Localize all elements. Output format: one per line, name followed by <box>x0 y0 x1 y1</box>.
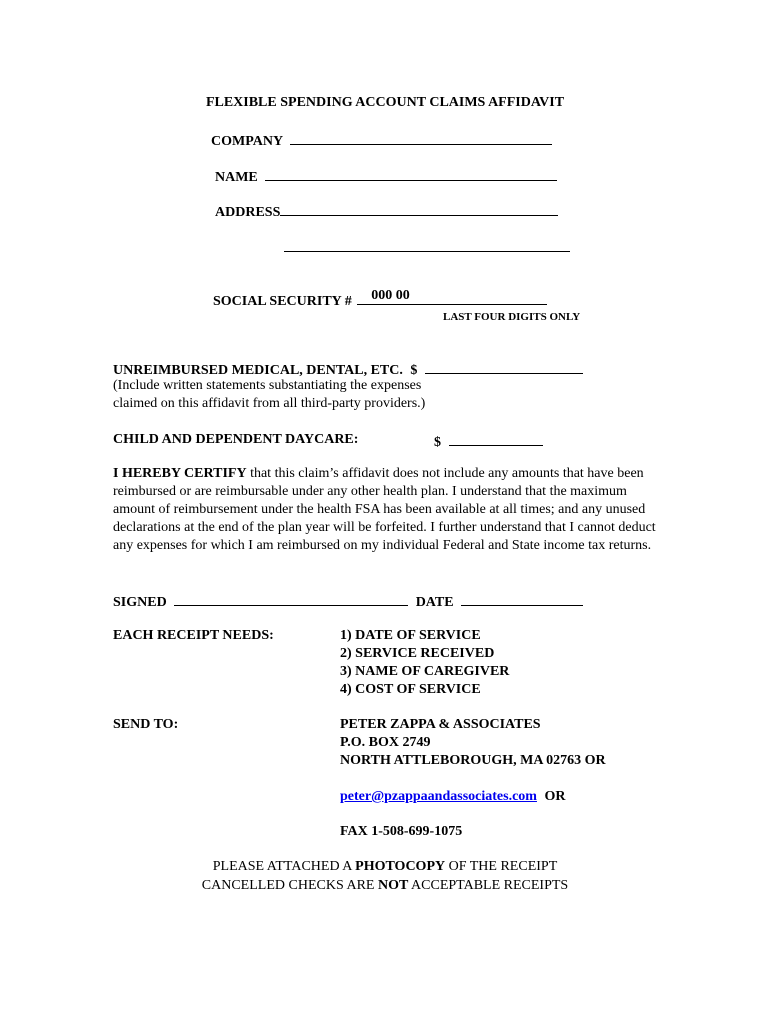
send-to-po-box: P.O. BOX 2749 <box>340 735 431 750</box>
footer-line-1 <box>0 858 770 876</box>
receipt-item: 1) DATE OF SERVICE <box>340 628 481 643</box>
ssn-note: LAST FOUR DIGITS ONLY <box>443 311 581 323</box>
fax-number: FAX 1-508-699-1075 <box>340 824 463 839</box>
certification-paragraph <box>113 465 658 555</box>
name-field[interactable] <box>265 166 557 181</box>
signature-row <box>113 591 583 612</box>
footer-line-2-pre: CANCELLED CHECKS ARE <box>201 878 378 893</box>
receipt-label: EACH RECEIPT NEEDS: <box>113 628 274 643</box>
date-label: DATE <box>415 595 454 610</box>
address-row <box>215 201 558 222</box>
certify-text: that this claim’s affidavit does not include any amounts that have been reimbursed or are reimbursable under any other health plan. I understand that the maximum amount of reimbursement under the health FSA has been available at all times; and any unused declarations at the end of the plan year will be forfeited. I further understand that I cannot deduct any expenses for which I am reimbursed on my individual Federal and State income tax returns. <box>113 466 656 553</box>
company-label: COMPANY <box>211 134 283 149</box>
certify-lead: I HEREBY CERTIFY <box>113 466 247 481</box>
send-to-name: PETER ZAPPA & ASSOCIATES <box>340 717 541 732</box>
footer-line-2-bold: NOT <box>377 878 409 893</box>
email-row <box>340 788 565 806</box>
name-label: NAME <box>215 170 258 185</box>
send-to-address <box>340 716 606 770</box>
unreimbursed-amount-field[interactable] <box>425 359 583 374</box>
footer-line-1-post: OF THE RECEIPT <box>445 859 558 874</box>
company-row <box>211 130 552 151</box>
company-field[interactable] <box>290 130 552 145</box>
footer-line-2-post: ACCEPTABLE RECEIPTS <box>408 878 569 893</box>
address-field-line2[interactable] <box>284 237 570 252</box>
footer-line-2 <box>0 877 770 895</box>
daycare-currency: $ <box>434 435 441 450</box>
daycare-amount-field[interactable] <box>449 431 543 446</box>
unreimbursed-label: UNREIMBURSED MEDICAL, DENTAL, ETC. <box>113 363 403 378</box>
address-field-line1[interactable] <box>280 201 558 216</box>
receipt-item: 3) NAME OF CAREGIVER <box>340 664 510 679</box>
page-title: FLEXIBLE SPENDING ACCOUNT CLAIMS AFFIDAVIT <box>205 95 565 110</box>
address-row-2 <box>284 237 570 258</box>
unreimbursed-note-line2: claimed on this affidavit from all third-party providers.) <box>113 396 426 411</box>
signature-field[interactable] <box>174 591 408 606</box>
receipt-list <box>340 627 509 699</box>
footer-line-1-pre: PLEASE ATTACHED A <box>212 859 356 874</box>
name-row <box>215 166 557 187</box>
unreimbursed-currency: $ <box>410 363 418 378</box>
address-label: ADDRESS <box>215 205 281 220</box>
email-link[interactable]: peter@pzappaandassociates.com <box>340 789 537 804</box>
ssn-label: SOCIAL SECURITY # <box>213 294 352 309</box>
receipt-item: 4) COST OF SERVICE <box>340 682 481 697</box>
send-to-city: NORTH ATTLEBOROUGH, MA 02763 OR <box>340 753 606 768</box>
footer-line-1-bold: PHOTOCOPY <box>355 859 446 874</box>
signed-label: SIGNED <box>113 595 167 610</box>
daycare-label: CHILD AND DEPENDENT DAYCARE: <box>113 432 359 447</box>
date-field[interactable] <box>461 591 583 606</box>
daycare-row <box>434 431 543 452</box>
email-suffix: OR <box>544 789 566 804</box>
unreimbursed-note-line1: (Include written statements substantiating the expenses <box>113 378 422 393</box>
receipt-item: 2) SERVICE RECEIVED <box>340 646 495 661</box>
ssn-prefix: 000 00 <box>371 288 410 303</box>
send-to-label: SEND TO: <box>113 717 179 732</box>
ssn-field[interactable] <box>357 290 547 305</box>
